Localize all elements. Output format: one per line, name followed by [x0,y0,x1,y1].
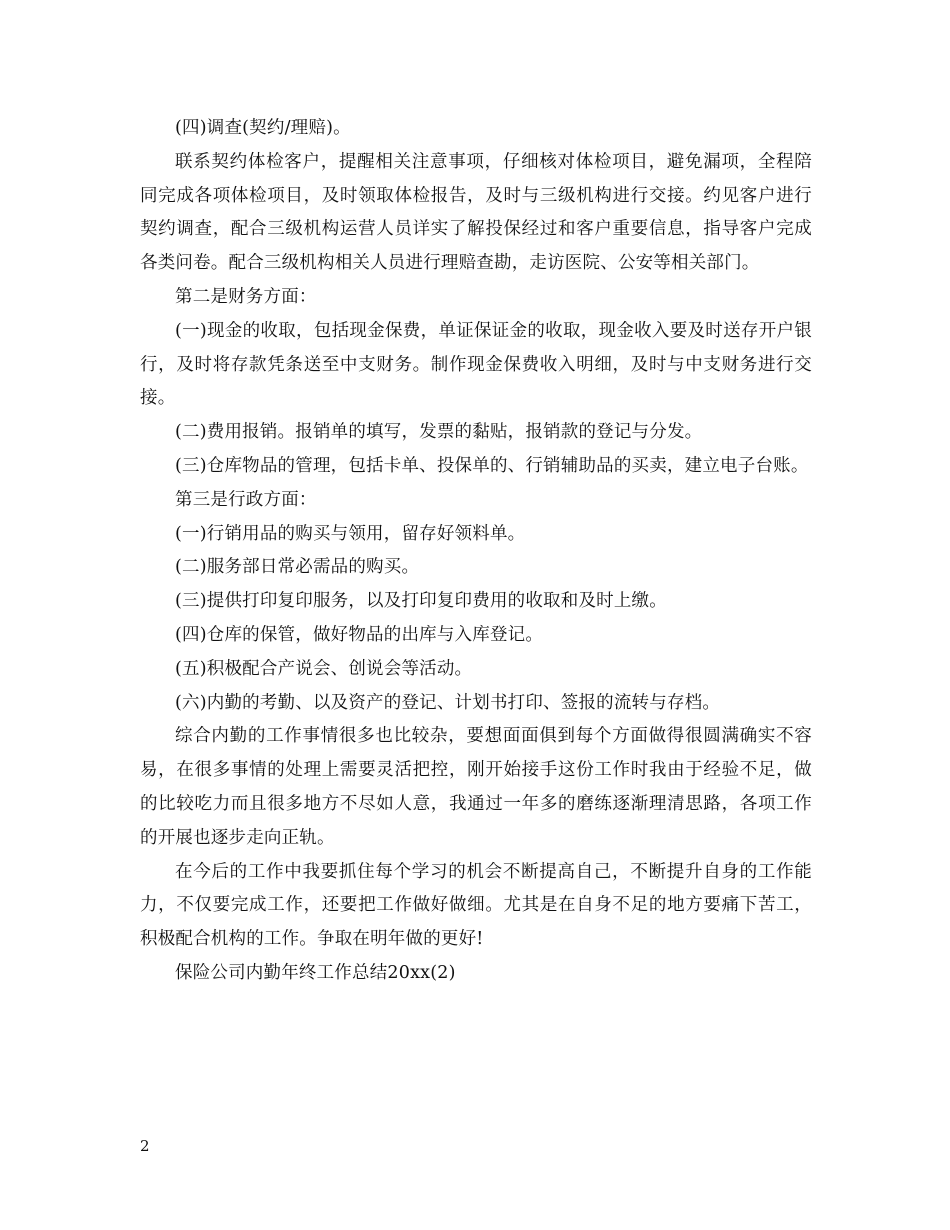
paragraph-admin-printing: (三)提供打印复印服务，以及打印复印费用的收取和及时上缴。 [175,591,667,612]
paragraph-section-investigation: (四)调查(契约/理赔)。 [175,118,351,138]
page-number: 2 [140,1137,150,1155]
paragraph-admin-storage: (四)仓库的保管，做好物品的出库与入库登记。 [175,624,544,645]
paragraph-investigation-details: 联系契约体检客户，提醒相关注意事项，仔细核对体检项目，避免漏项，全程陪同完成各项体检项目，及时领取体检报告，及时与三级机构进行交接。约见客户进行契约调查，配合三级机构运营人员详实了解投保经过和客户重要信息，指导客户完成各类问卷。配合三级机构相关人员进行理赔查勘，走访医院、公安等相关部门。 [140,151,812,274]
paragraph-finance-reimbursement: (二)费用报销。报销单的填写，发票的黏贴，报销款的登记与分发。 [175,422,703,443]
paragraph-finance-cash: (一)现金的收取，包括现金保费，单证保证金的收取，现金收入要及时送存开户银行，及时将存款凭条送至中支财务。制作现金保费收入明细，及时与中支财务进行交接。 [140,320,812,409]
paragraph-admin-necessities: (二)服务部日常必需品的购买。 [175,557,420,578]
paragraph-admin-supplies: (一)行销用品的购买与领用，留存好领料单。 [175,523,526,544]
paragraph-admin-events: (五)积极配合产说会、创说会等活动。 [175,658,473,679]
next-section-title: 保险公司内勤年终工作总结20xx(2) [175,962,456,983]
paragraph-admin-attendance: (六)内勤的考勤、以及资产的登记、计划书打印、签报的流转与存档。 [175,692,721,713]
paragraph-summary: 综合内勤的工作事情很多也比较杂，要想面面俱到每个方面做得很圆满确实不容易，在很多事情的处理上需要灵活把控，刚开始接手这份工作时我由于经验不足，做的比较吃力而且很多地方不尽如人意，我通过一年多的磨练逐渐理清思路，各项工作的开展也逐步走向正轨。 [140,726,812,848]
document-body [140,112,812,991]
heading-administration: 第三是行政方面： [175,489,317,510]
paragraph-finance-warehouse: (三)仓库物品的管理，包括卡单、投保单的、行销辅助品的买卖，建立电子台账。 [175,455,809,476]
paragraph-future-plans: 在今后的工作中我要抓住每个学习的机会不断提高自己，不断提升自身的工作能力，不仅要完成工作，还要把工作做好做细。尤其是在自身不足的地方要痛下苦工，积极配合机构的工作。争取在明年做的更好! [140,861,812,950]
heading-finance: 第二是财务方面： [175,286,317,307]
